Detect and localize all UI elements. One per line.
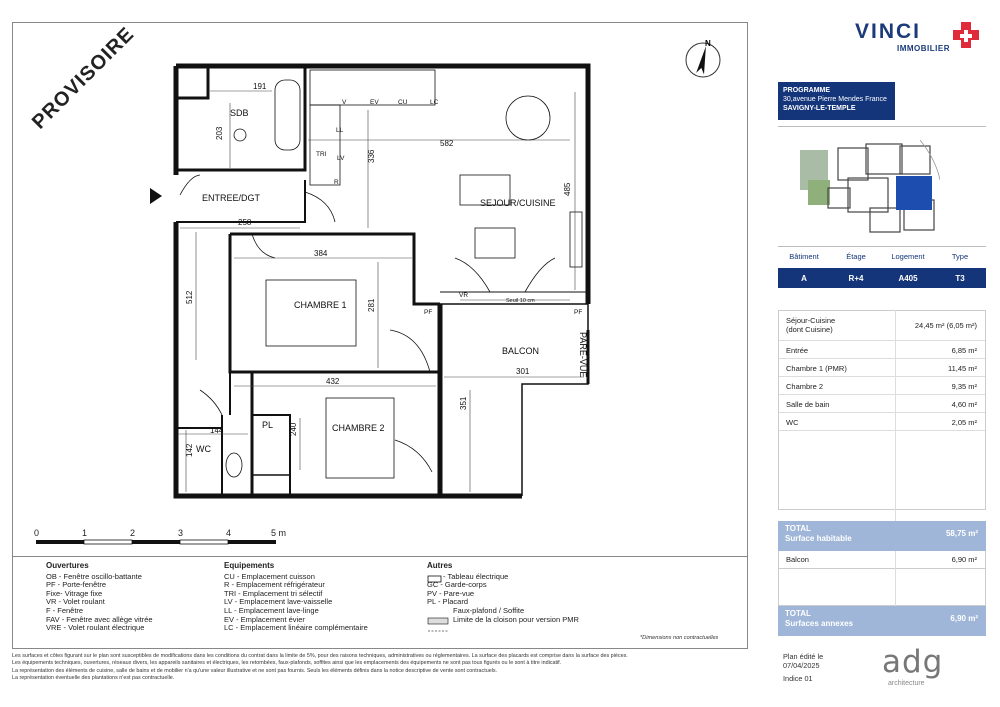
- legend-item: CU - Emplacement cuisson: [224, 571, 315, 581]
- scale-label: 1: [82, 528, 88, 538]
- legend-item: GC - Garde-corps: [427, 580, 487, 590]
- annexes-spacer: [778, 569, 986, 606]
- legend-item: LC - Emplacement linéaire complémentaire: [224, 623, 368, 633]
- equip-pf: PF: [574, 309, 583, 316]
- total-annexes-value: 6,90 m²: [950, 614, 978, 623]
- programme-box: [778, 82, 895, 120]
- brand-name: VINCI: [855, 20, 922, 43]
- surfaces-table: [778, 310, 986, 510]
- legend-item: Limite de la cloison pour version PMR: [453, 614, 579, 624]
- adg-logo-sub: architecture: [888, 680, 925, 687]
- equip-lc: LC: [430, 99, 439, 106]
- room-label-wc: WC: [196, 444, 211, 454]
- legend-item: OB - Fenêtre oscillo-battante: [46, 571, 142, 581]
- edit-info-date: 07/04/2025: [783, 661, 820, 670]
- panel-separator: [778, 246, 986, 247]
- surface-label: Chambre 1 (PMR): [786, 364, 847, 373]
- disclaimer-line: Les surfaces et côtes figurant sur le plan sont susceptibles de modifications dans les conditions du contrat dans la limite de 5%, pour des raisons techniques, administratives ou réglementaires. La surface des placards est comprise dans la surface des pièces.: [12, 653, 628, 659]
- legend-equipements: [224, 562, 368, 633]
- total-habitable: [778, 521, 986, 551]
- north-label: N: [705, 39, 711, 48]
- legend-ouvertures: [46, 562, 153, 633]
- surface-value: 2,05 m²: [951, 418, 977, 427]
- lot-logement: A405: [898, 273, 918, 283]
- total-habitable-value: 58,75 m²: [945, 529, 978, 538]
- room-label-entree: ENTREE/DGT: [202, 193, 261, 203]
- location-key-plan: [800, 140, 940, 235]
- disclaimer-line: Les équipements techniques, ouvertures, réseaux divers, les appareils sanitaires et électriques, les retombées, faux-plafonds, soffites ainsi que les emplacements des équipements ne sont pas tous figurés ou le sont à titre indicatif.: [12, 660, 562, 667]
- lot-header-batiment: Bâtiment: [789, 252, 819, 261]
- legend-item: F - Fenêtre: [46, 605, 84, 615]
- disclaimer-line: La représentation des éléments de cuisine, salle de bains et de mobilier n'a qu'une valeur illustrative et ne sont pas fournis. Seuls les éléments définis dans la notice descriptive de vente sont contractuels.: [12, 667, 498, 674]
- equip-cu: CU: [398, 99, 408, 106]
- balcon-row: [778, 551, 986, 569]
- legend-item: VR - Volet roulant: [46, 597, 105, 607]
- room-label-pare-vue: PARE-VUE: [578, 332, 588, 378]
- room-label-chambre1: CHAMBRE 1: [294, 300, 347, 310]
- surface-row: [779, 341, 985, 359]
- table-divider: [895, 310, 896, 522]
- dim-301: 301: [516, 367, 530, 376]
- equip-pf-2: PF: [424, 309, 433, 316]
- scale-label: 4: [226, 528, 232, 538]
- room-label-pl: PL: [262, 420, 274, 430]
- dim-512: 512: [185, 290, 194, 304]
- edit-info: [783, 652, 823, 683]
- legend-item: Fixe- Vitrage fixe: [46, 588, 103, 598]
- dim-384: 384: [314, 249, 328, 258]
- brand-sub: IMMOBILIER: [897, 44, 950, 53]
- lot-type: T3: [955, 273, 965, 283]
- surface-row: [779, 359, 985, 377]
- legend-item: LV - Emplacement lave-vaisselle: [224, 597, 333, 607]
- legend-item: PF - Porte-fenêtre: [46, 580, 107, 590]
- dim-191: 191: [253, 82, 267, 91]
- lot-etage: R+4: [848, 273, 864, 283]
- surface-row: [779, 395, 985, 413]
- surface-label: Salle de bain: [786, 400, 830, 409]
- room-label-sdb: SDB: [230, 108, 249, 118]
- lot-header-logement: Logement: [891, 252, 925, 261]
- scale-bar-graphic: [34, 538, 284, 546]
- legend-item: PV - Pare-vue: [427, 588, 475, 598]
- surface-value: 11,45 m²: [947, 364, 977, 373]
- balcon-value: 6,90 m²: [951, 555, 977, 564]
- surface-label: Séjour-Cuisine: [786, 316, 836, 325]
- balcon-label: Balcon: [786, 555, 809, 564]
- programme-title: PROGRAMME: [783, 87, 831, 94]
- disclaimer: [12, 653, 752, 682]
- legend-autres-title: Autres: [427, 561, 453, 570]
- faux-plafond-icon: [428, 618, 448, 624]
- dimensions-note: *Dimensions non contractuelles: [640, 635, 719, 641]
- legend-item: LL - Emplacement lave-linge: [224, 605, 319, 615]
- total-habitable-label: TOTAL: [785, 524, 811, 533]
- adg-architecture-logo: [882, 644, 972, 692]
- surface-value: 4,60 m²: [951, 400, 977, 409]
- lot-header-type: Type: [951, 252, 969, 261]
- legend-item: VRE - Volet roulant électrique: [46, 623, 145, 633]
- total-annexes-label: TOTAL: [785, 609, 811, 618]
- table-divider: [895, 551, 896, 606]
- dim-240: 240: [289, 422, 298, 436]
- equip-ll: LL: [336, 127, 344, 134]
- surface-value: 9,35 m²: [951, 382, 977, 391]
- surface-value: 6,85 m²: [951, 346, 977, 355]
- dim-432: 432: [326, 377, 340, 386]
- scale-label: 5 m: [271, 528, 287, 538]
- surface-label: WC: [786, 418, 799, 427]
- seuil-label: Seuil 10 cm: [506, 298, 535, 304]
- scale-label: 0: [34, 528, 40, 538]
- scale-label: 2: [130, 528, 136, 538]
- equip-tri: TRI: [316, 151, 327, 158]
- dim-203: 203: [215, 126, 224, 140]
- electric-panel-icon: [428, 576, 441, 582]
- surface-row: [779, 377, 985, 395]
- equip-vr: VR: [459, 292, 469, 299]
- dim-144: 144: [210, 426, 224, 435]
- edit-info-index: Indice 01: [783, 674, 813, 683]
- dim-582: 582: [440, 139, 454, 148]
- surface-spacer: [779, 431, 985, 509]
- dim-336: 336: [367, 149, 376, 163]
- legend-item: - Tableau électrique: [443, 571, 509, 581]
- provisoire-stamp: PROVISOIRE: [28, 22, 139, 134]
- dim-258: 258: [238, 218, 252, 227]
- total-annexes-label-sub: Surfaces annexes: [785, 619, 854, 628]
- dim-142: 142: [185, 443, 194, 457]
- dim-281: 281: [367, 298, 376, 312]
- room-label-sejour: SEJOUR/CUISINE: [480, 198, 556, 208]
- vinci-cross-icon: [951, 20, 981, 50]
- total-annexes: [778, 606, 986, 636]
- equip-r: R: [334, 179, 339, 186]
- vinci-logo: [855, 18, 985, 54]
- programme-city: SAVIGNY-LE-TEMPLE: [783, 105, 856, 112]
- dim-351: 351: [459, 396, 468, 410]
- lot-batiment: A: [801, 273, 807, 283]
- edit-info-label: Plan édité le: [783, 652, 824, 661]
- surface-label-sub: (dont Cuisine): [786, 325, 833, 334]
- legend-ouvertures-title: Ouvertures: [46, 561, 89, 570]
- programme-address: 30,avenue Pierre Mendes France: [783, 96, 887, 103]
- equip-ev: EV: [370, 99, 379, 106]
- legend-equipements-title: Equipements: [224, 561, 275, 570]
- room-label-balcon: BALCON: [502, 346, 540, 356]
- dim-485: 485: [563, 182, 572, 196]
- legend-autres-symbols: [427, 574, 451, 634]
- legend-item: EV - Emplacement évier: [224, 614, 305, 624]
- lot-values-row: [778, 268, 986, 288]
- lot-header-etage: Étage: [846, 252, 866, 261]
- surface-row: [779, 413, 985, 431]
- panel-separator: [778, 126, 986, 127]
- total-habitable-label-sub: Surface habitable: [785, 534, 852, 543]
- legend-item: Faux-plafond / Soffite: [453, 605, 525, 615]
- surface-label: Chambre 2: [786, 382, 824, 391]
- legend-item: TRI - Emplacement tri sélectif: [224, 588, 323, 598]
- adg-logo-word: adg: [882, 644, 944, 680]
- equip-lv: LV: [337, 155, 345, 162]
- room-label-chambre2: CHAMBRE 2: [332, 423, 385, 433]
- surface-row: [779, 311, 985, 341]
- legend-item: R - Emplacement réfrigérateur: [224, 580, 325, 590]
- disclaimer-line: La représentation éventuelle des plantations n'est pas contractuelle.: [12, 674, 175, 681]
- surface-value: 24,45 m² (6,05 m²): [914, 321, 977, 330]
- legend-item: PL - Placard: [427, 597, 468, 607]
- surface-label: Entrée: [786, 346, 809, 355]
- equip-v: V: [342, 99, 347, 106]
- legend-item: FAV - Fenêtre avec allège vitrée: [46, 614, 153, 624]
- scale-label: 3: [178, 528, 184, 538]
- scale-bar: [34, 528, 294, 550]
